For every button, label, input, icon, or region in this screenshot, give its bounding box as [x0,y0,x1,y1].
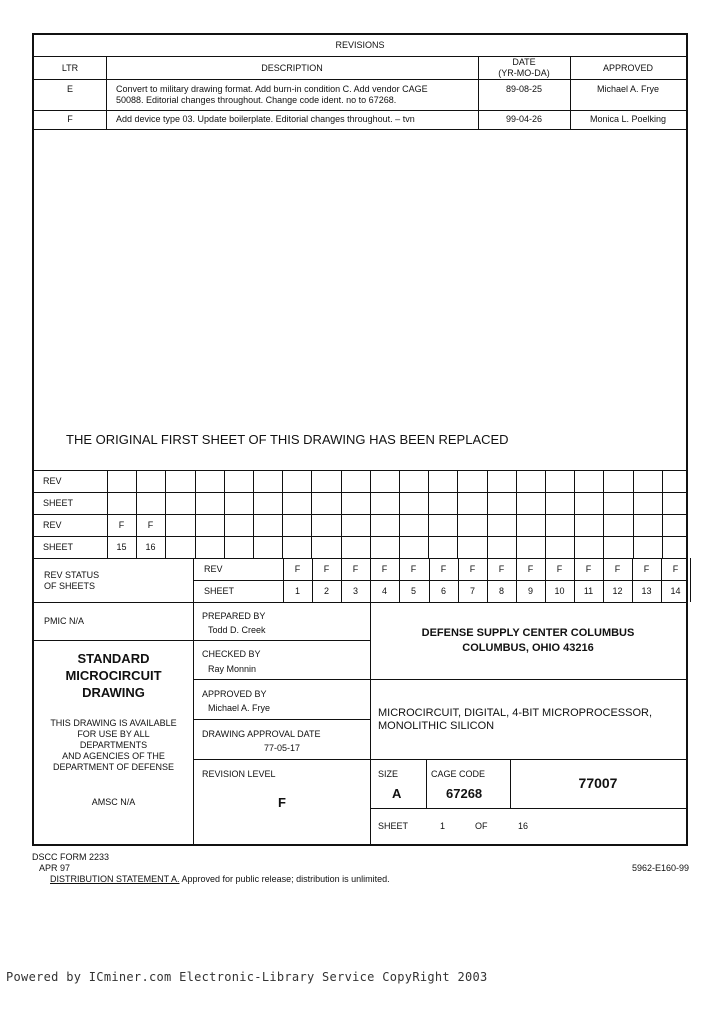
rev-status-label: REV STATUS OF SHEETS [44,570,100,591]
grid-divider [341,470,342,558]
amsc: AMSC N/A [91,797,136,807]
grid-divider [165,470,166,558]
approved-header: APPROVED [602,63,653,73]
rev-status-sheet-label: SHEET [204,586,235,596]
availability-note: THIS DRAWING IS AVAILABLE FOR USE BY ALL DEPARTMENTS AND AGENCIES OF THE DEPARTMENT OF DEFENSE [50,718,177,772]
rev-row-approved: Michael A. Frye [596,84,660,94]
of-label: OF [475,821,488,831]
agency-line-1: DEFENSE SUPPLY CENTER COLUMBUS [421,627,635,639]
prepared-by: Todd D. Creek [208,625,266,635]
divider [34,536,686,537]
grid-label: REV [43,476,62,486]
divider [426,759,427,808]
grid-divider [224,470,225,558]
sheet-number: 1 [440,821,446,831]
status-sheet-cell: 7 [469,586,475,596]
status-rev-cell: F [614,564,621,574]
watermark: Powered by ICminer.com Electronic-Library Service CopyRight 2003 [6,970,488,984]
status-rev-cell: F [469,564,476,574]
checked-by: Ray Monnin [208,664,257,674]
status-sheet-cell: 4 [381,586,387,596]
status-rev-cell: F [672,564,679,574]
divider [34,79,686,80]
rev-row-description: Add device type 03. Update boilerplate. Editorial changes throughout. – tvn [116,114,415,124]
status-rev-cell: F [556,564,563,574]
status-rev-cell: F [440,564,447,574]
divider [34,640,193,641]
rev-row-date: 99-04-26 [505,114,543,124]
rev-row-description: Convert to military drawing format. Add burn-in condition C. Add vendor CAGE 50088. Editorial changes throughout. Change code ident. no to 67268. [116,84,428,105]
status-sheet-cell: 1 [294,586,300,596]
rev-row-ltr: E [66,84,73,94]
grid-divider [282,470,283,558]
size-label: SIZE [378,769,399,779]
grid-label: SHEET [43,542,74,552]
approved-by-label: APPROVED BY [202,689,267,699]
status-rev-cell: F [323,564,330,574]
grid-divider [603,470,604,558]
distribution-label: DISTRIBUTION STATEMENT A. [50,874,180,884]
rev-row-ltr: F [67,114,73,124]
form-id: DSCC FORM 2233 [32,852,110,862]
agency-line-2: COLUMBUS, OHIO 43216 [462,642,594,654]
revision-level: F [278,795,286,810]
grid-divider [195,470,196,558]
grid-divider [633,470,634,558]
status-sheet-cell: 14 [670,586,681,596]
standard-title: STANDARD MICROCIRCUIT DRAWING [65,651,162,700]
status-rev-cell: F [410,564,417,574]
device-title: MICROCIRCUIT, DIGITAL, 4-BIT MICROPROCESSOR, MONOLITHIC SILICON [378,707,653,732]
checked-by-label: CHECKED BY [202,649,261,659]
status-rev-cell: F [381,564,388,574]
status-sheet-cell: 9 [527,586,533,596]
description-header: DESCRIPTION [261,63,323,73]
ltr-header: LTR [61,63,79,73]
date-header: DATE (YR-MO-DA) [498,57,550,78]
divider [34,110,686,111]
grid-label: REV [43,520,62,530]
form-date: APR 97 [39,863,71,873]
divider [34,558,686,559]
status-sheet-cell: 5 [410,586,416,596]
status-sheet-cell: 13 [641,586,652,596]
rev-status-rev-label: REV [204,564,223,574]
status-sheet-cell: 8 [498,586,504,596]
divider [193,640,370,641]
grid-cell: 15 [116,542,127,552]
grid-cell: F [118,520,125,530]
drawing-number: 77007 [578,775,618,791]
approved-by: Michael A. Frye [208,703,271,713]
replaced-notice: THE ORIGINAL FIRST SHEET OF THIS DRAWING HAS BEEN REPLACED [66,432,509,447]
grid-divider [545,470,546,558]
divider [370,808,686,809]
status-sheet-cell: 2 [323,586,329,596]
divider [193,679,686,680]
approval-date-label: DRAWING APPROVAL DATE [202,729,321,739]
grid-divider [487,470,488,558]
grid-label: SHEET [43,498,74,508]
divider [193,719,370,720]
status-rev-cell: F [498,564,505,574]
grid-divider [457,470,458,558]
divider [34,514,686,515]
grid-divider [370,470,371,558]
approval-date: 77-05-17 [264,743,301,753]
grid-divider [516,470,517,558]
sheet-total: 16 [518,821,529,831]
size-value: A [392,786,402,801]
grid-divider [399,470,400,558]
grid-divider [311,470,312,558]
distribution-text: Approved for public release; distribution is unlimited. [179,874,390,884]
divider [193,759,686,760]
revision-level-label: REVISION LEVEL [202,769,276,779]
grid-divider [253,470,254,558]
pmic: PMIC N/A [44,616,85,626]
grid-divider [662,470,663,558]
status-rev-cell: F [294,564,301,574]
status-divider [690,558,691,602]
revisions-title: REVISIONS [335,40,385,50]
document-number: 5962-E160-99 [631,863,689,873]
status-sheet-cell: 10 [554,586,565,596]
grid-cell: 16 [145,542,156,552]
grid-divider [428,470,429,558]
divider [34,129,686,130]
status-sheet-cell: 6 [440,586,446,596]
cage-code-value: 67268 [446,786,483,801]
distribution-statement [50,874,390,885]
sheet-label: SHEET [378,821,409,831]
grid-cell: F [147,520,154,530]
grid-divider [574,470,575,558]
status-sheet-cell: 12 [612,586,623,596]
status-rev-cell: F [352,564,359,574]
divider [193,580,686,581]
prepared-by-label: PREPARED BY [202,611,266,621]
rev-row-date: 89-08-25 [505,84,543,94]
cage-code-label: CAGE CODE [431,769,486,779]
divider [34,56,686,57]
status-sheet-cell: 3 [352,586,358,596]
status-rev-cell: F [643,564,650,574]
rev-row-approved: Monica L. Poelking [589,114,667,124]
divider [34,492,686,493]
status-rev-cell: F [585,564,592,574]
status-rev-cell: F [527,564,534,574]
divider [34,470,686,471]
divider [34,602,686,603]
status-sheet-cell: 11 [583,586,594,596]
